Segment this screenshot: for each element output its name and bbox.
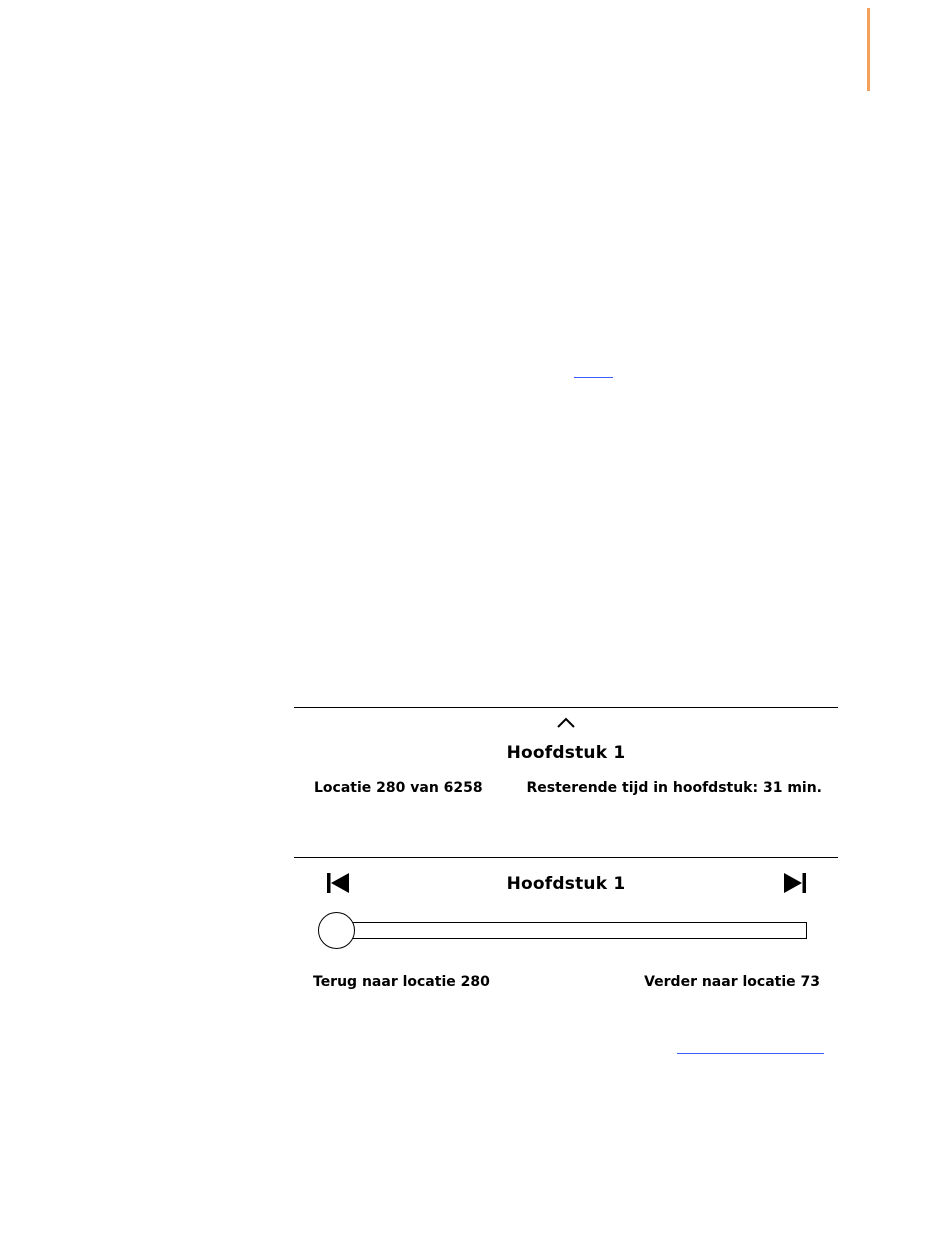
accent-bar — [867, 8, 870, 91]
back-to-location-link[interactable]: Terug naar locatie 280 — [313, 974, 490, 990]
chapter-title: Hoofdstuk 1 — [506, 743, 626, 763]
panel-divider-middle — [294, 857, 838, 858]
navigator-chapter-title: Hoofdstuk 1 — [506, 874, 626, 894]
forward-to-location-link[interactable]: Verder naar locatie 73 — [644, 974, 820, 990]
chevron-up-icon[interactable] — [556, 716, 576, 730]
progress-slider-track[interactable] — [337, 922, 807, 939]
link-underline[interactable] — [574, 377, 613, 378]
location-readout: Locatie 280 van 6258 — [314, 780, 483, 796]
skip-next-icon[interactable] — [782, 870, 808, 896]
progress-slider-handle[interactable] — [318, 912, 355, 949]
panel-divider-top — [294, 707, 838, 708]
remaining-time-readout: Resterende tijd in hoofdstuk: 31 min. — [526, 780, 822, 796]
link-underline[interactable] — [677, 1053, 824, 1054]
